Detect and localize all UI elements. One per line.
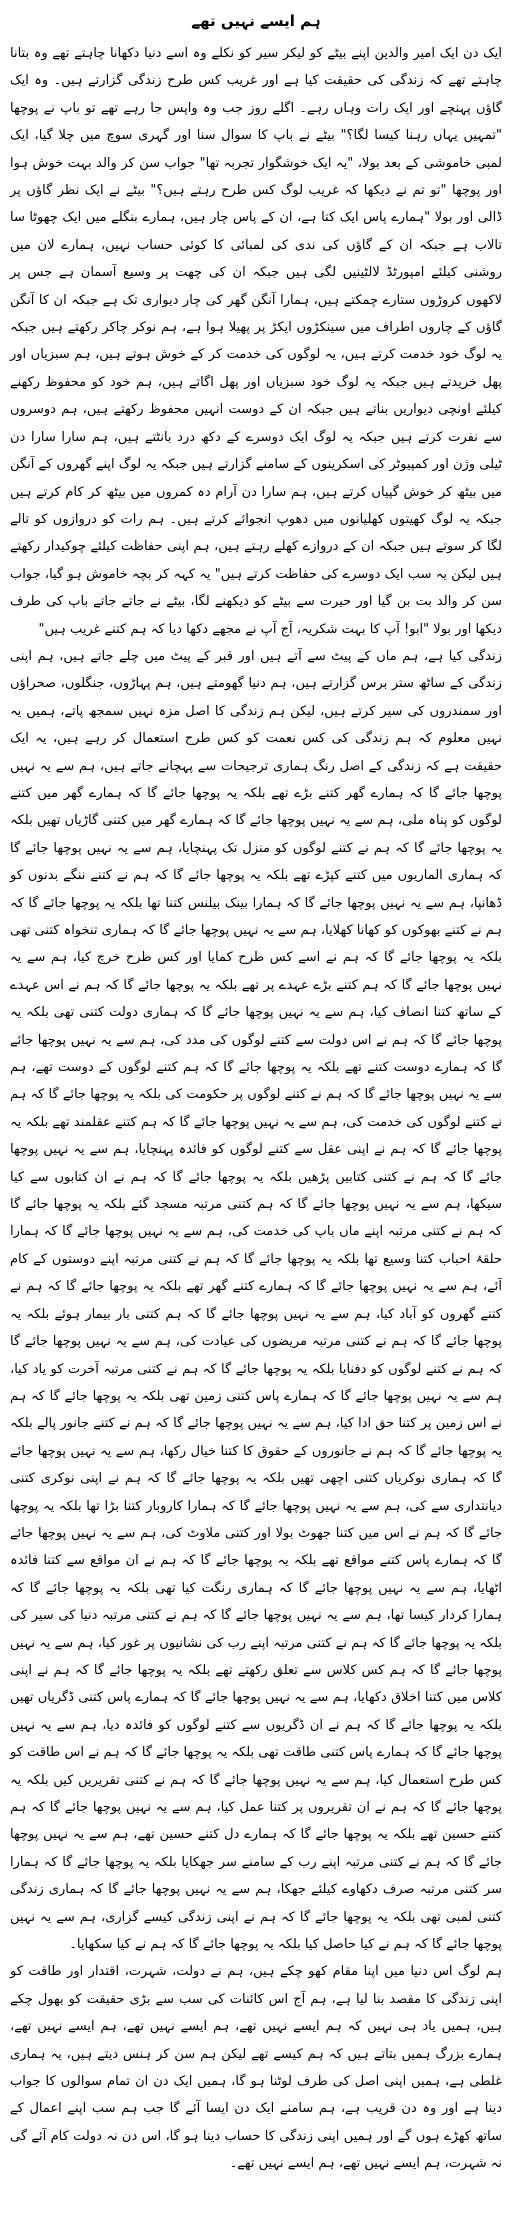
article-body <box>10 40 502 2178</box>
article-paragraph: ایک دن ایک امیر والدین اپنے بیٹے کو لیکر سیر کو نکلے وہ اسے دنیا دکھانا چاہتے تھے وہ بتانا چاہتے تھے کہ زندگی کی حقیقت کیا ہے اور غریب کس طرح زندگی گزارتے ہیں۔ وہ ایک گاؤں پہنچے اور ایک رات وہاں رہے۔ اگلے روز جب وہ واپس جا رہے تھے تو باپ نے پوچھا "تمہیں یہاں رہنا کیسا لگا؟" بیٹے نے باپ کا سوال سنا اور گہری سوچ میں چلا گیا، ایک لمبی خاموشی کے بعد بولا، "یہ ایک خوشگوار تجربہ تھا" جواب سن کر والد بہت خوش ہوا اور پوچھا "تو تم نے دیکھا کہ غریب لوگ کس طرح رہتے ہیں؟" بیٹے نے ایک نظر گاؤں پر ڈالی اور بولا "ہمارے پاس ایک کتا ہے، ان کے پاس چار ہیں، ہمارے بنگلے میں ایک چھوٹا سا تالاب ہے جبکہ ان کے گاؤں کی ندی کی لمبائی کا کوئی حساب نہیں، ہمارے لان میں روشنی کیلئے امپورٹڈ لالٹینیں لگی ہیں جبکہ ان کی چھت پر وسیع آسمان ہے جس پر لاکھوں کروڑوں ستارے چمکتے ہیں، ہمارا آنگن گھر کی چار دیواری تک ہے جبکہ ان کا آنگن گاؤں کے چاروں اطراف میں سینکڑوں ایکڑ پر پھیلا ہوا ہے، ہم نوکر چاکر رکھتے ہیں جبکہ یہ لوگ خود خدمت کرتے ہیں، یہ لوگوں کی خدمت کر کے خوش ہوتے ہیں، ہم سبزیاں اور پھل خریدتے ہیں جبکہ یہ لوگ خود سبزیاں اور پھل اگاتے ہیں، ہم خود کو محفوظ رکھنے کیلئے اونچی دیواریں بناتے ہیں جبکہ ان کے دوست انہیں محفوظ رکھتے ہیں، ہم دوسروں سے نفرت کرتے ہیں جبکہ یہ لوگ ایک دوسرے کے دکھ درد بانٹتے ہیں، ہم سارا سارا دن ٹیلی وژن اور کمپیوٹر کی اسکرینوں کے سامنے گزارتے ہیں جبکہ یہ لوگ اپنے گھروں کے آنگن میں بیٹھ کر خوش گپیاں کرتے ہیں، ہم سارا دن آرام دہ کمروں میں بیٹھ کر کام کرتے ہیں جبکہ یہ لوگ کھیتوں کھلیانوں میں دھوپ انجوائے کرتے ہیں۔ ہم رات کو دروازوں کو تالے لگا کر سوتے ہیں جبکہ ان کے دروازے کھلے رہتے ہیں، ہم اپنی حفاظت کیلئے چوکیدار رکھتے ہیں لیکن یہ سب ایک دوسرے کی حفاظت کرتے ہیں" یہ کہہ کر بچہ خاموش ہو گیا، جواب سن کر والد بت بن گیا اور حیرت سے بیٹے کو دیکھنے لگا، بیٹے نے جاتے جاتے باپ کی طرف دیکھا اور بولا "ابو! آپ کا بہت شکریہ، آج آپ نے مجھے دکھا دیا کہ ہم کتنے غریب ہیں" <box>10 46 502 637</box>
article-title: ہم ایسے نہیں تھے <box>191 12 321 30</box>
article-paragraph: ہم لوگ اس دنیا میں اپنا مقام کھو چکے ہیں، ہم نے دولت، شہرت، اقتدار اور طاقت کو اپنی زندگی کا مقصد بنا لیا ہے، ہم آج اس کائنات کی سب سے بڑی حقیقت کو بھول چکے ہیں، ہمیں یاد ہی نہیں کہ ہم ایسے نہیں تھے، ہم ایسے نہیں تھے، ہم ایسے نہیں تھے، ہمارے بزرگ ہمیں بتاتے ہیں کہ ہم کیسے تھے لیکن ہم سن کر ہنس دیتے ہیں، یہ ہماری غلطی ہے، ہمیں اپنی اصل کی طرف لوٹنا ہو گا، ہمیں ایک دن ان تمام سوالوں کا جواب دینا ہے اور وہ دن قریب ہے، ہم سامنے ایک دن ایسا آئے گا جب ہم سب اپنے اعمال کے ساتھ کھڑے ہوں گے اور ہمیں اپنی زندگی کا حساب دینا ہو گا، اس دن نہ دولت کام آئے گی نہ شہرت، ہم ایسے نہیں تھے، ہم ایسے نہیں تھے۔ <box>10 1964 502 2172</box>
article-paragraph: زندگی کیا ہے، ہم ماں کے پیٹ سے آتے ہیں اور قبر کے پیٹ میں چلے جاتے ہیں، ہم اپنی زندگی کے ساٹھ ستر برس گزارتے ہیں، ہم دنیا گھومتے ہیں، ہم پہاڑوں، جنگلوں، صحراؤں اور سمندروں کی سیر کرتے ہیں، لیکن ہم زندگی کا اصل مزہ نہیں سمجھ پاتے، ہمیں یہ نہیں معلوم کہ ہم زندگی کی کس نعمت کو کس طرح استعمال کر رہے ہیں، یہ ایک حقیقت ہے کہ زندگی کے اصل رنگ ہماری ترجیحات سے پہچانے جاتے ہیں، ہم سے یہ نہیں پوچھا جائے گا کہ ہمارے گھر کتنے بڑے تھے بلکہ یہ پوچھا جائے گا کہ ہمارے گھر میں کتنے لوگوں کو پناہ ملی، ہم سے یہ نہیں پوچھا جائے گا کہ ہمارے گھر میں کتنی گاڑیاں تھیں بلکہ یہ پوچھا جائے گا کہ ہم نے کتنے لوگوں کو منزل تک پہنچایا، ہم سے یہ نہیں پوچھا جائے گا کہ ہماری الماریوں میں کتنے کپڑے تھے بلکہ یہ پوچھا جائے گا کہ ہم نے کتنے ننگے بدنوں کو ڈھانپا، ہم سے یہ نہیں پوچھا جائے گا کہ ہمارا بینک بیلنس کتنا تھا بلکہ یہ پوچھا جائے گا کہ ہم نے کتنے بھوکوں کو کھانا کھلایا، ہم سے یہ نہیں پوچھا جائے گا کہ ہماری تنخواہ کتنی تھی بلکہ یہ پوچھا جائے گا کہ ہم نے اسے کس طرح کمایا اور کس طرح خرچ کیا، ہم سے یہ نہیں پوچھا جائے گا کہ ہم کتنے بڑے عہدے پر تھے بلکہ یہ پوچھا جائے گا کہ ہم نے اس عہدے کے ساتھ کتنا انصاف کیا، ہم سے یہ نہیں پوچھا جائے گا کہ ہماری دولت کتنی تھی بلکہ یہ پوچھا جائے گا کہ ہم نے اس دولت سے کتنے لوگوں کی مدد کی، ہم سے یہ نہیں پوچھا جائے گا کہ ہمارے دوست کتنے تھے بلکہ یہ پوچھا جائے گا کہ ہم کتنے لوگوں کے دوست تھے، ہم سے یہ نہیں پوچھا جائے گا کہ ہم نے کتنے لوگوں پر حکومت کی بلکہ یہ پوچھا جائے گا کہ ہم نے کتنے لوگوں کی خدمت کی، ہم سے یہ نہیں پوچھا جائے گا کہ ہم کتنے عقلمند تھے بلکہ یہ پوچھا جائے گا کہ ہم نے اپنی عقل سے کتنے لوگوں کو فائدہ پہنچایا، ہم سے یہ نہیں پوچھا جائے گا کہ ہم نے کتنی کتابیں پڑھیں بلکہ یہ پوچھا جائے گا کہ ہم نے ان کتابوں سے کیا سیکھا، ہم سے یہ نہیں پوچھا جائے گا کہ ہم کتنی مرتبہ مسجد گئے بلکہ یہ پوچھا جائے گا کہ ہم نے کتنی مرتبہ اپنے ماں باپ کی خدمت کی، ہم سے یہ نہیں پوچھا جائے گا کہ ہمارا حلقۂ احباب کتنا وسیع تھا بلکہ یہ پوچھا جائے گا کہ ہم نے کتنی مرتبہ اپنے دوستوں کے کام آئے، ہم سے یہ نہیں پوچھا جائے گا کہ ہمارے کتنے گھر تھے بلکہ یہ پوچھا جائے گا کہ ہم نے کتنے گھروں کو آباد کیا، ہم سے یہ نہیں پوچھا جائے گا کہ ہم کتنی بار بیمار ہوئے بلکہ یہ پوچھا جائے گا کہ ہم نے کتنی مرتبہ مریضوں کی عیادت کی، ہم سے یہ نہیں پوچھا جائے گا کہ ہم نے کتنے لوگوں کو دفنایا بلکہ یہ پوچھا جائے گا کہ ہم نے کتنی مرتبہ آخرت کو یاد کیا، ہم سے یہ نہیں پوچھا جائے گا کہ ہمارے پاس کتنی زمین تھی بلکہ یہ پوچھا جائے گا کہ ہم نے اس زمین پر کتنا حق ادا کیا، ہم سے یہ نہیں پوچھا جائے گا کہ ہم نے کتنے جانور پالے بلکہ یہ پوچھا جائے گا کہ ہم نے جانوروں کے حقوق کا کتنا خیال رکھا، ہم سے یہ نہیں پوچھا جائے گا کہ ہماری نوکریاں کتنی اچھی تھیں بلکہ یہ پوچھا جائے گا کہ ہم نے اپنی نوکری کتنی دیانتداری سے کی، ہم سے یہ نہیں پوچھا جائے گا کہ ہمارا کاروبار کتنا بڑا تھا بلکہ یہ پوچھا جائے گا کہ ہم نے اس میں کتنا جھوٹ بولا اور کتنی ملاوٹ کی، ہم سے یہ نہیں پوچھا جائے گا کہ ہمارے پاس کتنے مواقع تھے بلکہ یہ پوچھا جائے گا کہ ہم نے ان مواقع سے کتنا فائدہ اٹھایا، ہم سے یہ نہیں پوچھا جائے گا کہ ہماری رنگت کیا تھی بلکہ یہ پوچھا جائے گا کہ ہمارا کردار کیسا تھا، ہم سے یہ نہیں پوچھا جائے گا کہ ہم نے کتنی مرتبہ دنیا کی سیر کی بلکہ یہ پوچھا جائے گا کہ ہم نے کتنی مرتبہ اپنے رب کی نشانیوں پر غور کیا، ہم سے یہ نہیں پوچھا جائے گا کہ ہم کس کلاس سے تعلق رکھتے تھے بلکہ یہ پوچھا جائے گا کہ ہم نے اپنی کلاس میں کتنا اخلاق دکھایا، ہم سے یہ نہیں پوچھا جائے گا کہ ہمارے پاس کتنی ڈگریاں تھیں بلکہ یہ پوچھا جائے گا کہ ہم نے ان ڈگریوں سے کتنے لوگوں کو فائدہ دیا، ہم سے یہ نہیں پوچھا جائے گا کہ ہمارے پاس کتنی طاقت تھی بلکہ یہ پوچھا جائے گا کہ ہم نے اس طاقت کو کس طرح استعمال کیا، ہم سے یہ نہیں پوچھا جائے گا کہ ہم نے کتنی تقریریں کیں بلکہ یہ پوچھا جائے گا کہ ہم نے ان تقریروں پر کتنا عمل کیا، ہم سے یہ نہیں پوچھا جائے گا کہ ہم کتنے حسین تھے بلکہ یہ پوچھا جائے گا کہ ہمارے دل کتنے حسین تھے، ہم سے یہ نہیں پوچھا جائے گا کہ ہم نے کتنی مرتبہ اپنے رب کے سامنے سر جھکایا بلکہ یہ پوچھا جائے گا کہ ہمارا سر کتنی مرتبہ صرف دکھاوے کیلئے جھکا، ہم سے یہ نہیں پوچھا جائے گا کہ ہماری زندگی کتنی لمبی تھی بلکہ یہ پوچھا جائے گا کہ ہم نے اپنی زندگی کیسے گزاری، ہم سے یہ نہیں پوچھا جائے گا کہ ہم نے کیا حاصل کیا بلکہ یہ پوچھا جائے گا کہ ہم نے کیا سکھایا۔ <box>10 648 502 1953</box>
